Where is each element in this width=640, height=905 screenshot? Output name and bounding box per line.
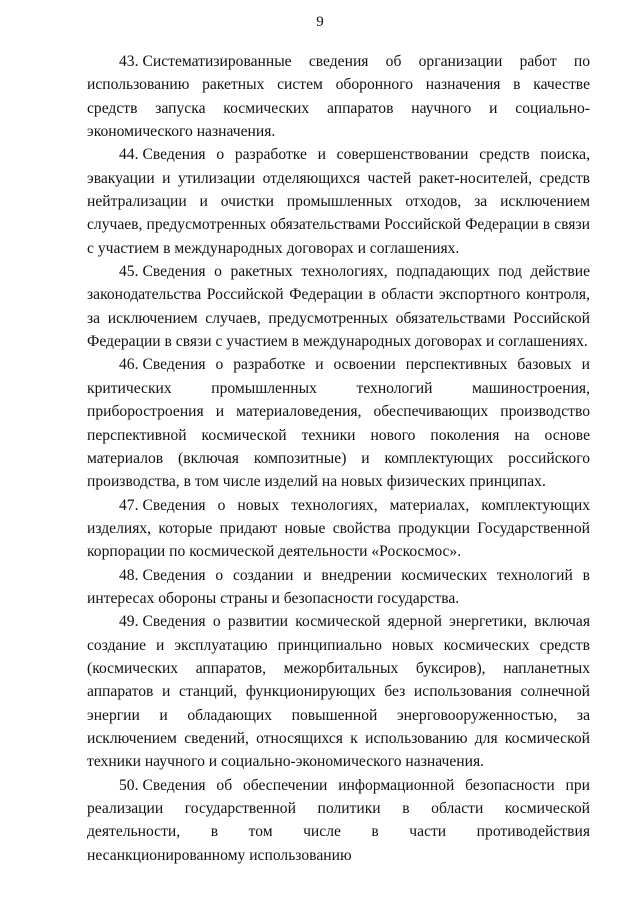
paragraph-46 [87, 353, 590, 493]
paragraph-50 [87, 774, 590, 867]
paragraph-47 [87, 494, 590, 564]
paragraph-43 [87, 50, 590, 143]
document-body [87, 50, 590, 867]
paragraph-49 [87, 610, 590, 773]
paragraph-text: Сведения о разработке и совершенствовании средств поиска, эвакуации и утилизации отделяющихся частей ракет-носителей, средств нейтрализации и очистки промышленных отходов, за исключением случаев, предусмотренных обязательствами Российской Федерации в связи с участием в международных договорах и соглашениях. [87, 146, 590, 257]
paragraph-text: Сведения о новых технологиях, материалах, комплектующих изделиях, которые придают новые свойства продукции Государственной корпорации по космической деятельности «Роскосмос». [87, 496, 590, 561]
paragraph-text: Сведения о ракетных технологиях, подпадающих под действие законодательства Российской Федерации в области экспортного контроля, за исключением случаев, предусмотренных обязательствами Российской Федерации в связи с участием в международных договорах и соглашениях. [87, 263, 590, 351]
page-number: 9 [316, 14, 324, 30]
paragraph-44 [87, 143, 590, 260]
paragraph-number: 49. [119, 613, 139, 631]
paragraph-45 [87, 260, 590, 353]
paragraph-text: Сведения о разработке и освоении перспективных базовых и критических промышленных технологий машиностроения, приборостроения и материаловедения, обеспечивающих производство перспективной космической техники нового поколения на основе материалов (включая композитные) и комплектующих российского производства, в том числе изделий на новых физических принципах. [87, 356, 590, 491]
paragraph-number: 43. [119, 53, 139, 70]
paragraph-number: 46. [119, 356, 139, 374]
paragraph-text: Сведения о создании и внедрении космических технологий в интересах обороны страны и безопасности государства. [87, 566, 590, 607]
paragraph-number: 44. [119, 146, 139, 164]
paragraph-number: 50. [119, 776, 139, 794]
paragraph-text: Сведения об обеспечении информационной безопасности при реализации государственной политики в области космической деятельности, в том числе в части противодействия несанкционированному использованию [87, 776, 590, 864]
paragraph-text: Сведения о развитии космической ядерной энергетики, включая создание и эксплуатацию принципиально новых космических средств (космических аппаратов, межорбитальных буксиров), напланетных аппаратов и станций, функционирующих без использования солнечной энергии и обладающих повышенной энерговооруженностью, за исключением сведений, относящихся к использованию для космической техники научного и социально-экономического назначения. [87, 613, 590, 771]
paragraph-number: 45. [119, 263, 139, 281]
paragraph-number: 48. [119, 566, 139, 584]
paragraph-number: 47. [119, 496, 139, 514]
paragraph-48 [87, 564, 590, 611]
paragraph-text: Систематизированные сведения об организации работ по использованию ракетных систем оборонного назначения в качестве средств запуска космических аппаратов научного и социально-экономического назначения. [87, 53, 590, 141]
